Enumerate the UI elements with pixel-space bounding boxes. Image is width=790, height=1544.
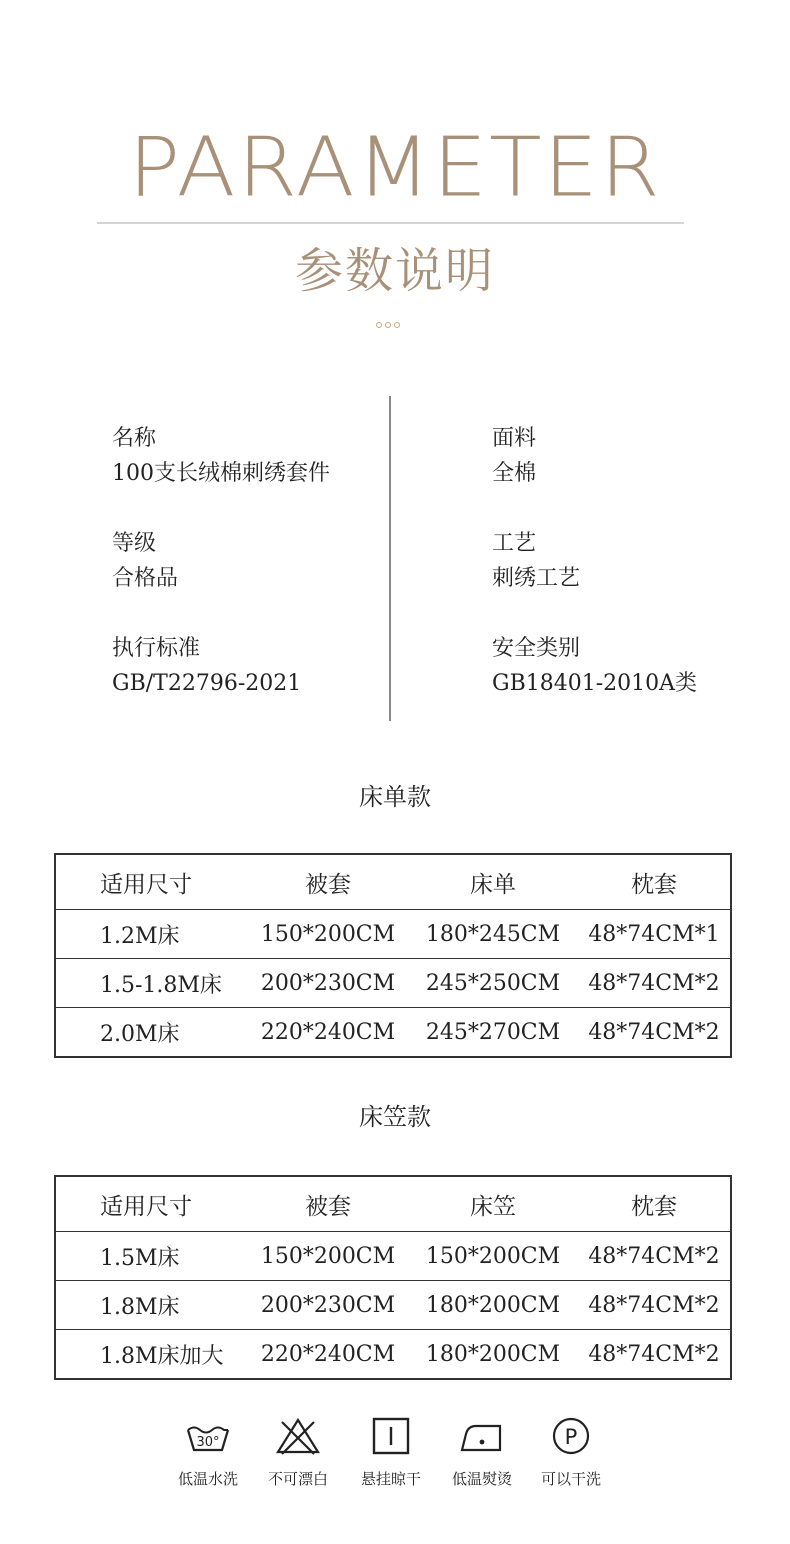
param-fabric	[492, 421, 536, 491]
care-wash	[163, 1416, 253, 1489]
table-cell: 220*240CM	[260, 1019, 396, 1045]
size-table-fitted	[54, 1175, 732, 1380]
dot-icon	[394, 322, 400, 328]
table-header-cell: 枕套	[578, 1176, 731, 1232]
table-header-cell: 床笠	[408, 1176, 578, 1232]
dry-clean-letter: P	[564, 1425, 578, 1449]
table-cell: 220*240CM	[260, 1341, 396, 1367]
param-grade	[112, 526, 178, 596]
table-cell: 150*200CM	[248, 910, 408, 959]
table-cell: 200*230CM	[248, 1281, 408, 1330]
param-name-label: 名称	[112, 426, 157, 451]
param-standard-label: 执行标准	[112, 636, 201, 661]
dry-clean-p-icon	[547, 1416, 595, 1456]
low-iron-icon	[458, 1416, 506, 1456]
table-cell: 48*74CM*2	[588, 1341, 720, 1367]
table-header-cell: 被套	[248, 1176, 408, 1232]
care-label: 低温熨烫	[451, 1470, 512, 1488]
table-cell: 48*74CM*1	[578, 910, 731, 959]
table-cell: 1.2M床	[55, 910, 248, 959]
care-low-iron	[437, 1416, 527, 1489]
table-row	[55, 910, 731, 959]
table-row	[55, 959, 731, 1008]
title-divider	[97, 222, 684, 224]
care-label: 可以干洗	[540, 1470, 601, 1488]
table-row	[55, 1330, 731, 1380]
table-header-cell: 床单	[408, 854, 578, 910]
table-header-cell: 适用尺寸	[55, 854, 248, 910]
param-safety-value: GB18401-2010A类	[492, 671, 698, 696]
param-craft	[492, 526, 580, 596]
param-safety	[492, 631, 697, 701]
hang-dry-icon	[367, 1416, 415, 1456]
wash-30-icon	[184, 1416, 232, 1456]
dot-icon	[385, 322, 391, 328]
care-dry-clean	[526, 1416, 616, 1489]
param-standard-value: GB/T22796-2021	[112, 671, 302, 696]
table-cell: 1.5-1.8M床	[55, 959, 248, 1008]
table-cell: 1.8M床	[55, 1281, 248, 1330]
param-safety-label: 安全类别	[492, 636, 581, 661]
table-cell: 150*200CM	[248, 1232, 408, 1281]
table-row	[55, 1008, 731, 1058]
table-header-cell: 枕套	[578, 854, 731, 910]
table2-title: 床笠款	[359, 1103, 431, 1131]
table-cell: 180*245CM	[408, 910, 578, 959]
table-cell: 1.5M床	[55, 1232, 248, 1281]
params-divider	[389, 396, 391, 721]
page-title-en: PARAMETER	[128, 120, 662, 216]
table-cell: 245*250CM	[408, 959, 578, 1008]
table-cell: 48*74CM*2	[588, 1019, 720, 1045]
table-cell: 1.8M床加大	[100, 1343, 224, 1369]
param-fabric-value: 全棉	[492, 461, 537, 486]
table-cell: 48*74CM*2	[578, 959, 731, 1008]
care-label: 悬挂晾干	[360, 1470, 421, 1488]
decorative-dots	[376, 322, 400, 328]
page-title-cn: 参数说明	[294, 243, 495, 299]
table-cell: 150*200CM	[408, 1232, 578, 1281]
param-craft-value: 刺绣工艺	[492, 566, 581, 591]
dot-icon	[376, 322, 382, 328]
table-cell: 48*74CM*2	[578, 1281, 731, 1330]
param-standard	[112, 631, 301, 701]
table1-title: 床单款	[359, 783, 431, 811]
table-cell: 200*230CM	[248, 959, 408, 1008]
table-cell: 2.0M床	[100, 1021, 180, 1047]
param-grade-label: 等级	[112, 531, 157, 556]
table-header-cell: 被套	[248, 854, 408, 910]
param-fabric-label: 面料	[492, 426, 537, 451]
table-cell: 48*74CM*2	[578, 1232, 731, 1281]
table-header-cell: 适用尺寸	[55, 1176, 248, 1232]
size-table-sheet	[54, 853, 732, 1058]
wash-temp-text: 30°	[196, 1435, 220, 1450]
param-grade-value: 合格品	[112, 566, 179, 591]
param-name-value: 100支长绒棉刺绣套件	[112, 461, 330, 486]
table-cell: 180*200CM	[425, 1341, 561, 1367]
table-cell: 245*270CM	[425, 1019, 561, 1045]
table-row	[55, 1232, 731, 1281]
table-row	[55, 1281, 731, 1330]
param-craft-label: 工艺	[492, 531, 537, 556]
table-header-row	[55, 1176, 731, 1232]
care-label: 不可漂白	[267, 1470, 328, 1488]
no-bleach-icon	[274, 1416, 322, 1456]
table-header-row	[55, 854, 731, 910]
care-no-bleach	[253, 1416, 343, 1489]
care-label: 低温水洗	[177, 1470, 238, 1488]
param-name	[112, 421, 330, 491]
table-cell: 180*200CM	[408, 1281, 578, 1330]
care-hang-dry	[346, 1416, 436, 1489]
